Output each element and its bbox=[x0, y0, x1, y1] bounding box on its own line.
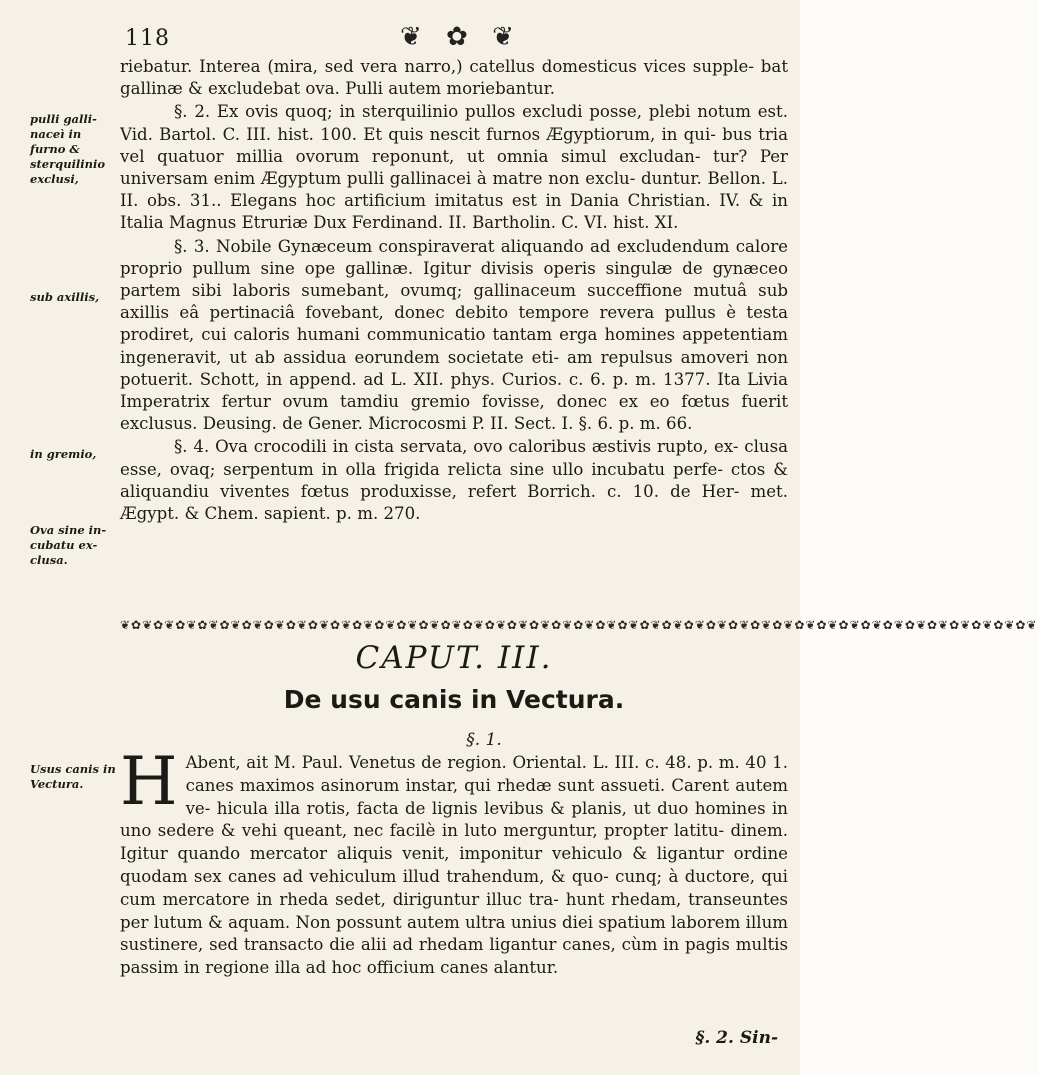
chapter-title: CAPUT. III. bbox=[355, 640, 553, 676]
margin-note-ova: Ova sine in-cubatu ex-clusa. bbox=[30, 523, 107, 567]
chapter-paragraph: Abent, ait M. Paul. Venetus de region. Oriental. L. III. c. 48. p. m. 40 1. canes maximos asinorum instar, qui rhedæ sunt assueti. Carent autem ve- hicula illa rotis, facta de lignis levibus & planis, ut duo homines in uno sedere & vehi queant, nec facilè in luto merguntur, propter latitu- dinem. Igitur quando mercator aliquis venit, imponitur vehiculo & ligantur ordine quodam sex canes ad vehiculum illud trahendum, & quo- cunq; à ductore, qui cum mercatore in rheda sedet, diriguntur illuc tra- hunt rhedam, transeuntes per lutum & aquam. Non possunt autem ultra unius diei spatium laborem illum sustinere, sed transacto die alii ad rhedam ligantur canes, cùm in pagis multis passim in regione illa ad hoc officium canes alantur. bbox=[120, 753, 788, 978]
paragraph-section-4: §. 4. Ova crocodili in cista servata, ovo caloribus æstivis rupto, ex- clusa esse, ovaq; serpentum in olla frigida relicta sine ullo incubatu perfe- ctos & aliquandiu viventes fœtus produxisse, refert Borrich. c. 10. de Her- met. Ægypt. & Chem. sapient. p. m. 270. bbox=[120, 437, 788, 524]
drop-cap: H bbox=[120, 743, 178, 820]
ornamental-rule: ❦✿❦✿❦✿❦✿❦✿❦✿❦✿❦✿❦✿❦✿❦✿❦✿❦✿❦✿❦✿❦✿❦✿❦✿❦✿❦✿❦✿❦✿❦✿❦✿❦✿❦✿❦✿❦✿❦✿❦✿❦✿❦✿❦✿❦✿❦✿❦✿❦✿❦✿❦✿❦✿❦✿❦ bbox=[120, 618, 1038, 632]
chapter-subtitle: De usu canis in Vectura. bbox=[283, 685, 625, 714]
chapter-text bbox=[120, 743, 788, 980]
section-number: §. 1. bbox=[466, 730, 502, 750]
paragraph-section-3: §. 3. Nobile Gynæceum conspiraverat aliquando ad excludendum calore proprio pullum sine ope gallinæ. Igitur divisis operis singulæ de gynæceo partem sibi laboris sumebant, ovumq; gallinaceum succeffione mutuâ sub axillis eâ pertinaciâ fovebant, donec debito tempore revera pullus è testa prodiret, cui caloris humani communicatio tantam erga homines appetentiam ingeneravit, ut ab assidua eorundem societate eti- am repulsus amoveri non potuerit. Schott, in append. ad L. XII. phys. Curios. c. 6. p. m. 1377. Ita Livia Imperatrix fertur ovum tamdiu gremio fovisse, donec ex eo fœtus fuerit exclusus. Deusing. de Gener. Microcosmi P. II. Sect. I. §. 6. p. m. 66. bbox=[120, 236, 788, 434]
margin-note-axillis: sub axillis, bbox=[30, 290, 100, 304]
margin-note-usus-canis: Usus canis in Vectura. bbox=[30, 762, 116, 791]
paragraph-continuation: riebatur. Interea (mira, sed vera narro,) catellus domesticus vices supple- bat gallinæ & excludebat ova. Pulli autem moriebantur. bbox=[120, 57, 788, 99]
body-text bbox=[120, 56, 788, 526]
margin-note-gremio: in gremio, bbox=[30, 447, 97, 461]
margin-note-pulli: pulli galli-naceì in furno & sterquilinio exclusi, bbox=[30, 112, 106, 186]
catchword: §. 2. Sin- bbox=[695, 1028, 778, 1048]
page-number: 118 bbox=[125, 26, 170, 51]
paragraph-section-2: §. 2. Ex ovis quoq; in sterquilinio pullos excludi posse, plebi notum est. Vid. Bartol. C. III. hist. 100. Et quis nescit furnos Ægyptiorum, in qui- bus tria vel quatuor millia ovorum reponunt, ut omnia simul excludan- tur? Per universam enim Ægyptum pulli gallinacei à matre non exclu- duntur. Bellon. L. II. obs. 31.. Elegans hoc artificium imitatus est in Dania Christian. IV. & in Italia Magnus Etruriæ Dux Ferdinand. II. Bartholin. C. VI. hist. XI. bbox=[120, 102, 788, 233]
header-ornament: ❦ ✿ ❦ bbox=[400, 22, 522, 52]
